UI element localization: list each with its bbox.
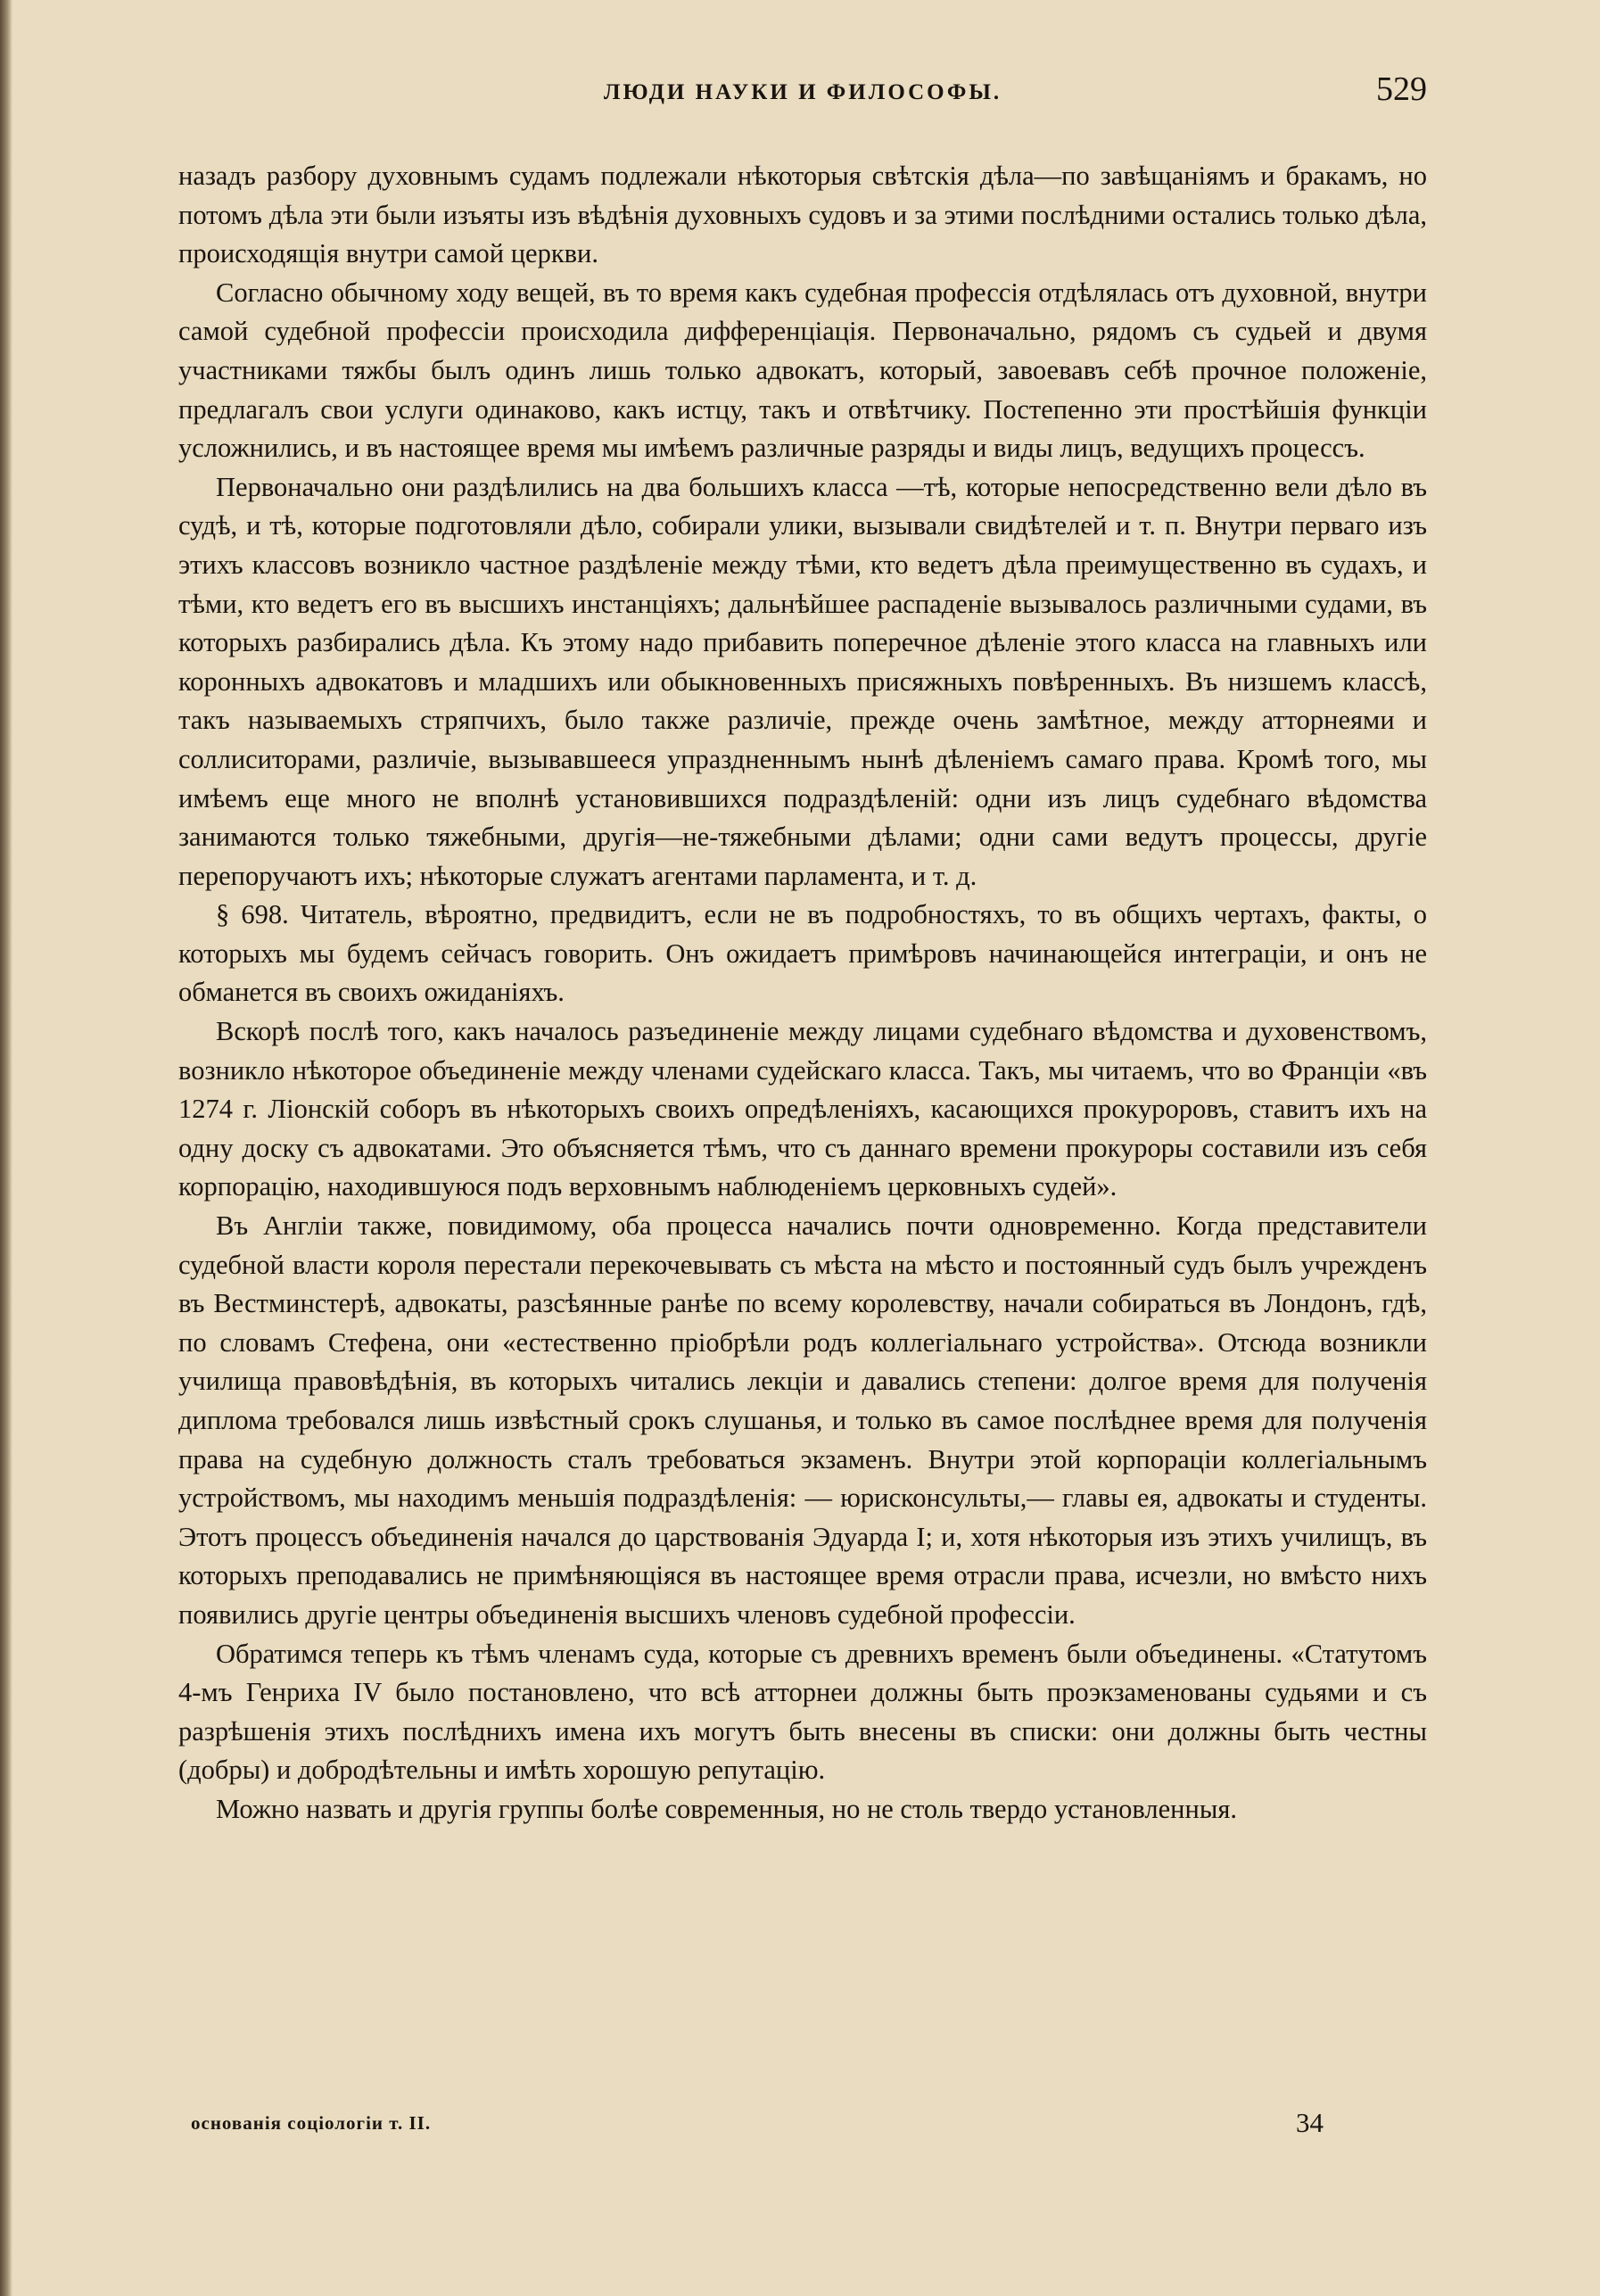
page-footer (178, 2107, 1427, 2143)
paragraph: Первоначально они раздѣлились на два большихъ класса —тѣ, которые непосредственно вели дѣло въ судѣ, и тѣ, которые подготовляли дѣло, собирали улики, вызывали свидѣтелей и т. п. Внутри перваго изъ этихъ классовъ возникло частное раздѣленіе между тѣми, кто ведетъ дѣла преимущественно въ судахъ, и тѣми, кто ведетъ его въ высшихъ инстанціяхъ; дальнѣйшее распаденіе вызывалось различными судами, въ которыхъ разбирались дѣла. Къ этому надо прибавить поперечное дѣленіе этого класса на главныхъ или коронныхъ адвокатовъ и младшихъ или обыкновенныхъ присяжныхъ повѣренныхъ. Въ низшемъ классѣ, такъ называемыхъ стряпчихъ, было также различіе, прежде очень замѣтное, между атторнеями и соллиситорами, различіе, вызывавшееся упраздненнымъ нынѣ дѣленіемъ самаго права. Кромѣ того, мы имѣемъ еще много не вполнѣ установившихся подраздѣленій: одни изъ лицъ судебнаго вѣдомства занимаются только тяжебными, другія—не-тяжебными дѣлами; одни сами ведутъ процессы, другіе перепоручаютъ ихъ; нѣкоторые служатъ агентами парламента, и т. д. (178, 471, 1427, 891)
paragraph: Согласно обычному ходу вещей, въ то время какъ судебная профессія отдѣлялась отъ духовной, внутри самой судебной профессіи происходила дифференціація. Первоначально, рядомъ съ судьей и двумя участниками тяжбы былъ одинъ лишь только адвокатъ, который, завоевавъ себѣ прочное положеніе, предлагалъ свои услуги одинаково, какъ истцу, такъ и отвѣтчику. Постепенно эти простѣйшія функціи усложнились, и въ настоящее время мы имѣемъ различные разряды и виды лицъ, ведущихъ процессъ. (178, 277, 1427, 464)
paragraph: Обратимся теперь къ тѣмъ членамъ суда, которые съ древнихъ временъ были объединены. «Статутомъ 4-мъ Генриха IV было постановлено, что всѣ атторнеи должны быть проэкзаменованы судьями и съ разрѣшенія этихъ послѣднихъ имена ихъ могутъ быть внесены въ списки: они должны быть честны (добры) и добродѣтельны и имѣть хорошую репутацію. (178, 1638, 1427, 1786)
page-body (178, 157, 1427, 1829)
running-title: ЛЮДИ НАУКИ И ФИЛОСОФЫ. (603, 80, 1002, 104)
paragraph: Вскорѣ послѣ того, какъ началось разъединеніе между лицами судебнаго вѣдомства и духовенствомъ, возникло нѣкоторое объединеніе между членами судейскаго класса. Такъ, мы читаемъ, что во Франціи «въ 1274 г. Ліонскій соборъ въ нѣкоторыхъ своихъ опредѣленіяхъ, касающихся прокуроровъ, ставитъ ихъ на одну доску съ адвокатами. Это объясняется тѣмъ, что съ даннаго времени прокуроры составили изъ себя корпорацію, находившуюся подъ верховнымъ наблюденіемъ церковныхъ судей». (178, 1016, 1427, 1202)
paragraph-last: Можно назвать и другія группы болѣе современныя, но не столь твердо установленныя. (216, 1793, 1237, 1824)
page-header (178, 64, 1427, 118)
paragraph-continuation: назадъ разбору духовнымъ судамъ подлежали нѣкоторыя свѣтскія дѣла—по завѣщаніямъ и бракамъ, но потомъ дѣла эти были изъяты изъ вѣдѣнія духовныхъ судовъ и за этими послѣдними остались только дѣла, происходящія внутри самой церкви. (178, 161, 1427, 269)
sheet-number: 34 (1296, 2107, 1324, 2138)
printers-signature: основанія соціологіи т. II. (191, 2112, 432, 2134)
book-spine-shadow (0, 0, 12, 2296)
book-page (178, 64, 1427, 2138)
paragraph: Въ Англіи также, повидимому, оба процесса начались почти одновременно. Когда представители судебной власти короля перестали перекочевывать съ мѣста на мѣсто и постоянный судъ былъ учрежденъ въ Вестминстерѣ, адвокаты, разсѣянные ранѣе по всему королевству, начали собираться въ Лондонъ, гдѣ, по словамъ Стефена, они «естественно пріобрѣли родъ коллегіальнаго устройства». Отсюда возникли училища правовѣдѣнія, въ которыхъ читались лекціи и давались степени: долгое время для полученія диплома требовался лишь извѣстный срокъ слушанья, и только въ самое послѣднее время для полученія права на судебную должность сталъ требоваться экзаменъ. Внутри этой корпораціи коллегіальнымъ устройствомъ, мы находимъ меньшія подраздѣленія: — юрисконсульты,— главы ея, адвокаты и студенты. Этотъ процессъ объединенія начался до царствованія Эдуарда I; и, хотя нѣкоторыя изъ этихъ училищъ, въ которыхъ преподавались не примѣняющіяся въ настоящее время отрасли права, исчезли, но вмѣсто нихъ появились другіе центры объединенія высшихъ членовъ судебной профессіи. (178, 1210, 1427, 1630)
page-number: 529 (1376, 70, 1427, 108)
paragraph-section-698: § 698. Читатель, вѣроятно, предвидитъ, если не въ подробностяхъ, то въ общихъ чертахъ, факты, о которыхъ мы будемъ сейчасъ говорить. Онъ ожидаетъ примѣровъ начинающейся интеграціи, и онъ не обманется въ своихъ ожиданіяхъ. (178, 899, 1427, 1008)
